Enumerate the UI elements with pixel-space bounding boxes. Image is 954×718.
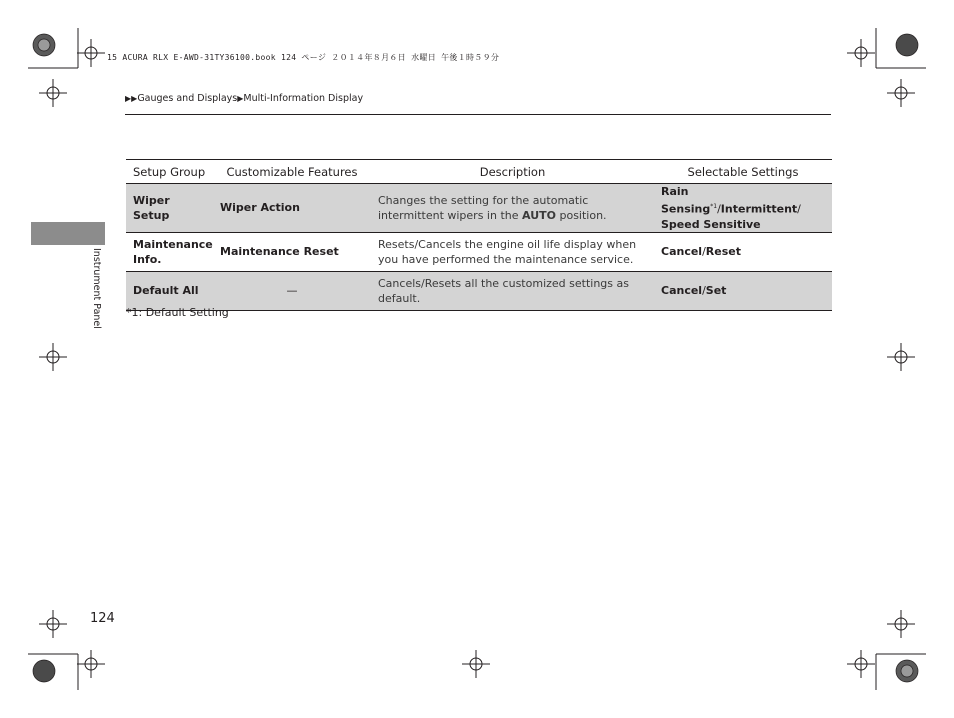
breadcrumb-separator: ▶ [237, 94, 244, 103]
setup-group-cell: Wiper Setup [126, 184, 213, 233]
footnote: *1: Default Setting [126, 306, 229, 319]
table-header-row [126, 160, 832, 184]
setup-group-cell: Default All [126, 271, 213, 310]
feature-cell: Maintenance Reset [213, 232, 371, 271]
table-row [126, 232, 832, 271]
settings-cell: Cancel/Set [654, 271, 832, 310]
column-header: Customizable Features [213, 160, 371, 184]
column-header: Setup Group [126, 160, 213, 184]
setup-group-cell: Maintenance Info. [126, 232, 213, 271]
settings-cell: Cancel/Reset [654, 232, 832, 271]
table-row [126, 184, 832, 233]
feature-cell: — [213, 271, 371, 310]
column-header: Description [371, 160, 654, 184]
print-header: 15 ACURA RLX E-AWD-31TY36100.book 124 ページ ２０１４年８月６日 水曜日 午後１時５９分 [107, 53, 500, 62]
breadcrumb-arrows: ▶▶ [125, 94, 138, 103]
settings-table [126, 159, 832, 311]
description-cell: Changes the setting for the automatic intermittent wipers in the AUTO position. [371, 184, 654, 233]
table-row [126, 271, 832, 310]
chapter-tab [31, 222, 105, 245]
breadcrumb [125, 93, 363, 104]
feature-cell: Wiper Action [213, 184, 371, 233]
chapter-label: Instrument Panel [91, 248, 102, 329]
header-rule [125, 114, 831, 115]
breadcrumb-section[interactable]: Gauges and Displays [137, 93, 238, 104]
crosshair-icon [39, 39, 915, 678]
column-header: Selectable Settings [654, 160, 832, 184]
color-wheel-icon [33, 34, 918, 682]
breadcrumb-page: Multi-Information Display [243, 93, 364, 104]
description-cell: Resets/Cancels the engine oil life display when you have performed the maintenance service. [371, 232, 654, 271]
settings-cell: Rain Sensing$^{*1}$/Intermittent/ Speed Sensitive [654, 184, 832, 233]
description-cell: Cancels/Resets all the customized settings as default. [371, 271, 654, 310]
page-number: 124 [90, 611, 115, 626]
